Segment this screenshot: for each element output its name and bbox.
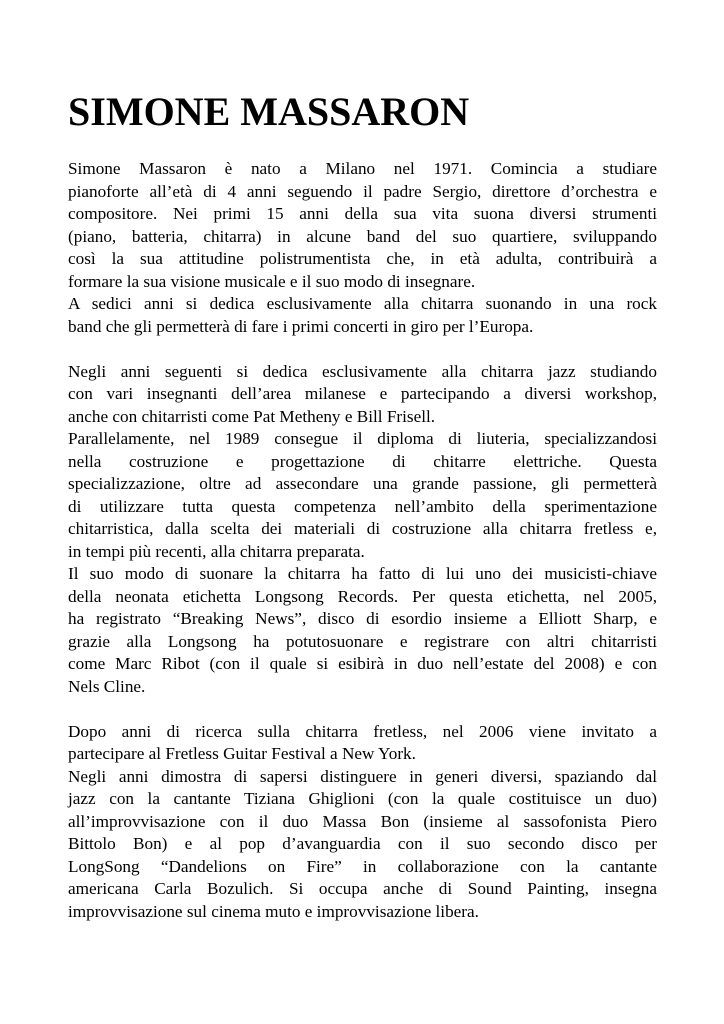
text-line: partecipare al Fretless Guitar Festival a New York. (68, 744, 416, 763)
biography-text (68, 158, 657, 923)
text-line: formare la sua visione musicale e il suo modo di insegnare. (68, 271, 476, 291)
text-line: così la sua attitudine polistrumentista che, in età adulta, contribuirà a (68, 249, 657, 268)
text-line: ha registrato “Breaking News”, disco di esordio insieme a Elliott Sharp, e (68, 609, 657, 628)
page-title: SIMONE MASSARON (68, 89, 470, 134)
paragraph-gap (68, 338, 657, 361)
text-line: grazie alla Longsong ha potutosuonare e registrare con altri chitarristi (68, 631, 657, 651)
text-line: nella costruzione e progettazione di chitarre elettriche. Questa (68, 451, 657, 471)
text-line: Parallelamente, nel 1989 consegue il diploma di liuteria, specializzandosi (68, 429, 657, 448)
text-line: specializzazione, oltre ad assecondare una grande passione, gli permetterà (68, 474, 657, 493)
text-line: Simone Massaron è nato a Milano nel 1971. Comincia a studiare (68, 159, 657, 178)
text-line: all’improvvisazione con il duo Massa Bon (insieme al sassofonista Piero (68, 811, 657, 831)
text-line: in tempi più recenti, alla chitarra preparata. (68, 541, 365, 561)
text-line: con vari insegnanti dell’area milanese e partecipando a diversi workshop, (68, 384, 657, 403)
text-line: della neonata etichetta Longsong Records. Per questa etichetta, nel 2005, (68, 586, 657, 606)
text-line: A sedici anni si dedica esclusivamente alla chitarra suonando in una rock (68, 294, 657, 313)
text-line: Dopo anni di ricerca sulla chitarra fretless, nel 2006 viene invitato a (68, 721, 657, 741)
text-line: improvvisazione sul cinema muto e improvvisazione libera. (68, 901, 479, 921)
text-line: americana Carla Bozulich. Si occupa anche di Sound Painting, insegna (68, 879, 657, 898)
text-line: anche con chitarristi come Pat Metheny e Bill Frisell. (68, 406, 436, 426)
text-line: Il suo modo di suonare la chitarra ha fatto di lui uno dei musicisti-chiave (68, 564, 657, 583)
text-line: Bittolo Bon) e al pop d’avanguardia con il suo secondo disco per (68, 834, 657, 853)
text-line: Negli anni seguenti si dedica esclusivamente alla chitarra jazz studiando (68, 361, 657, 381)
text-line: Nels Cline. (68, 676, 146, 696)
text-line: di utilizzare tutta questa competenza nell’ambito della sperimentazione (68, 496, 657, 516)
text-line: LongSong “Dandelions on Fire” in collaborazione con la cantante (68, 856, 657, 876)
text-line: compositore. Nei primi 15 anni della sua vita suona diversi strumenti (68, 204, 657, 223)
text-line: chitarristica, dalla scelta dei materiali di costruzione alla chitarra fretless e, (68, 519, 657, 538)
text-line: jazz con la cantante Tiziana Ghiglioni (con la quale costituisce un duo) (68, 789, 657, 808)
text-line: Negli anni dimostra di sapersi distinguere in generi diversi, spaziando dal (68, 766, 657, 786)
text-line: band che gli permetterà di fare i primi concerti in giro per l’Europa. (68, 316, 534, 336)
paragraph-gap (68, 698, 657, 721)
text-line: (piano, batteria, chitarra) in alcune band del suo quartiere, sviluppando (68, 226, 657, 246)
text-line: come Marc Ribot (con il quale si esibirà in duo nell’estate del 2008) e con (68, 654, 657, 673)
text-line: pianoforte all’età di 4 anni seguendo il padre Sergio, direttore d’orchestra e (68, 181, 657, 201)
